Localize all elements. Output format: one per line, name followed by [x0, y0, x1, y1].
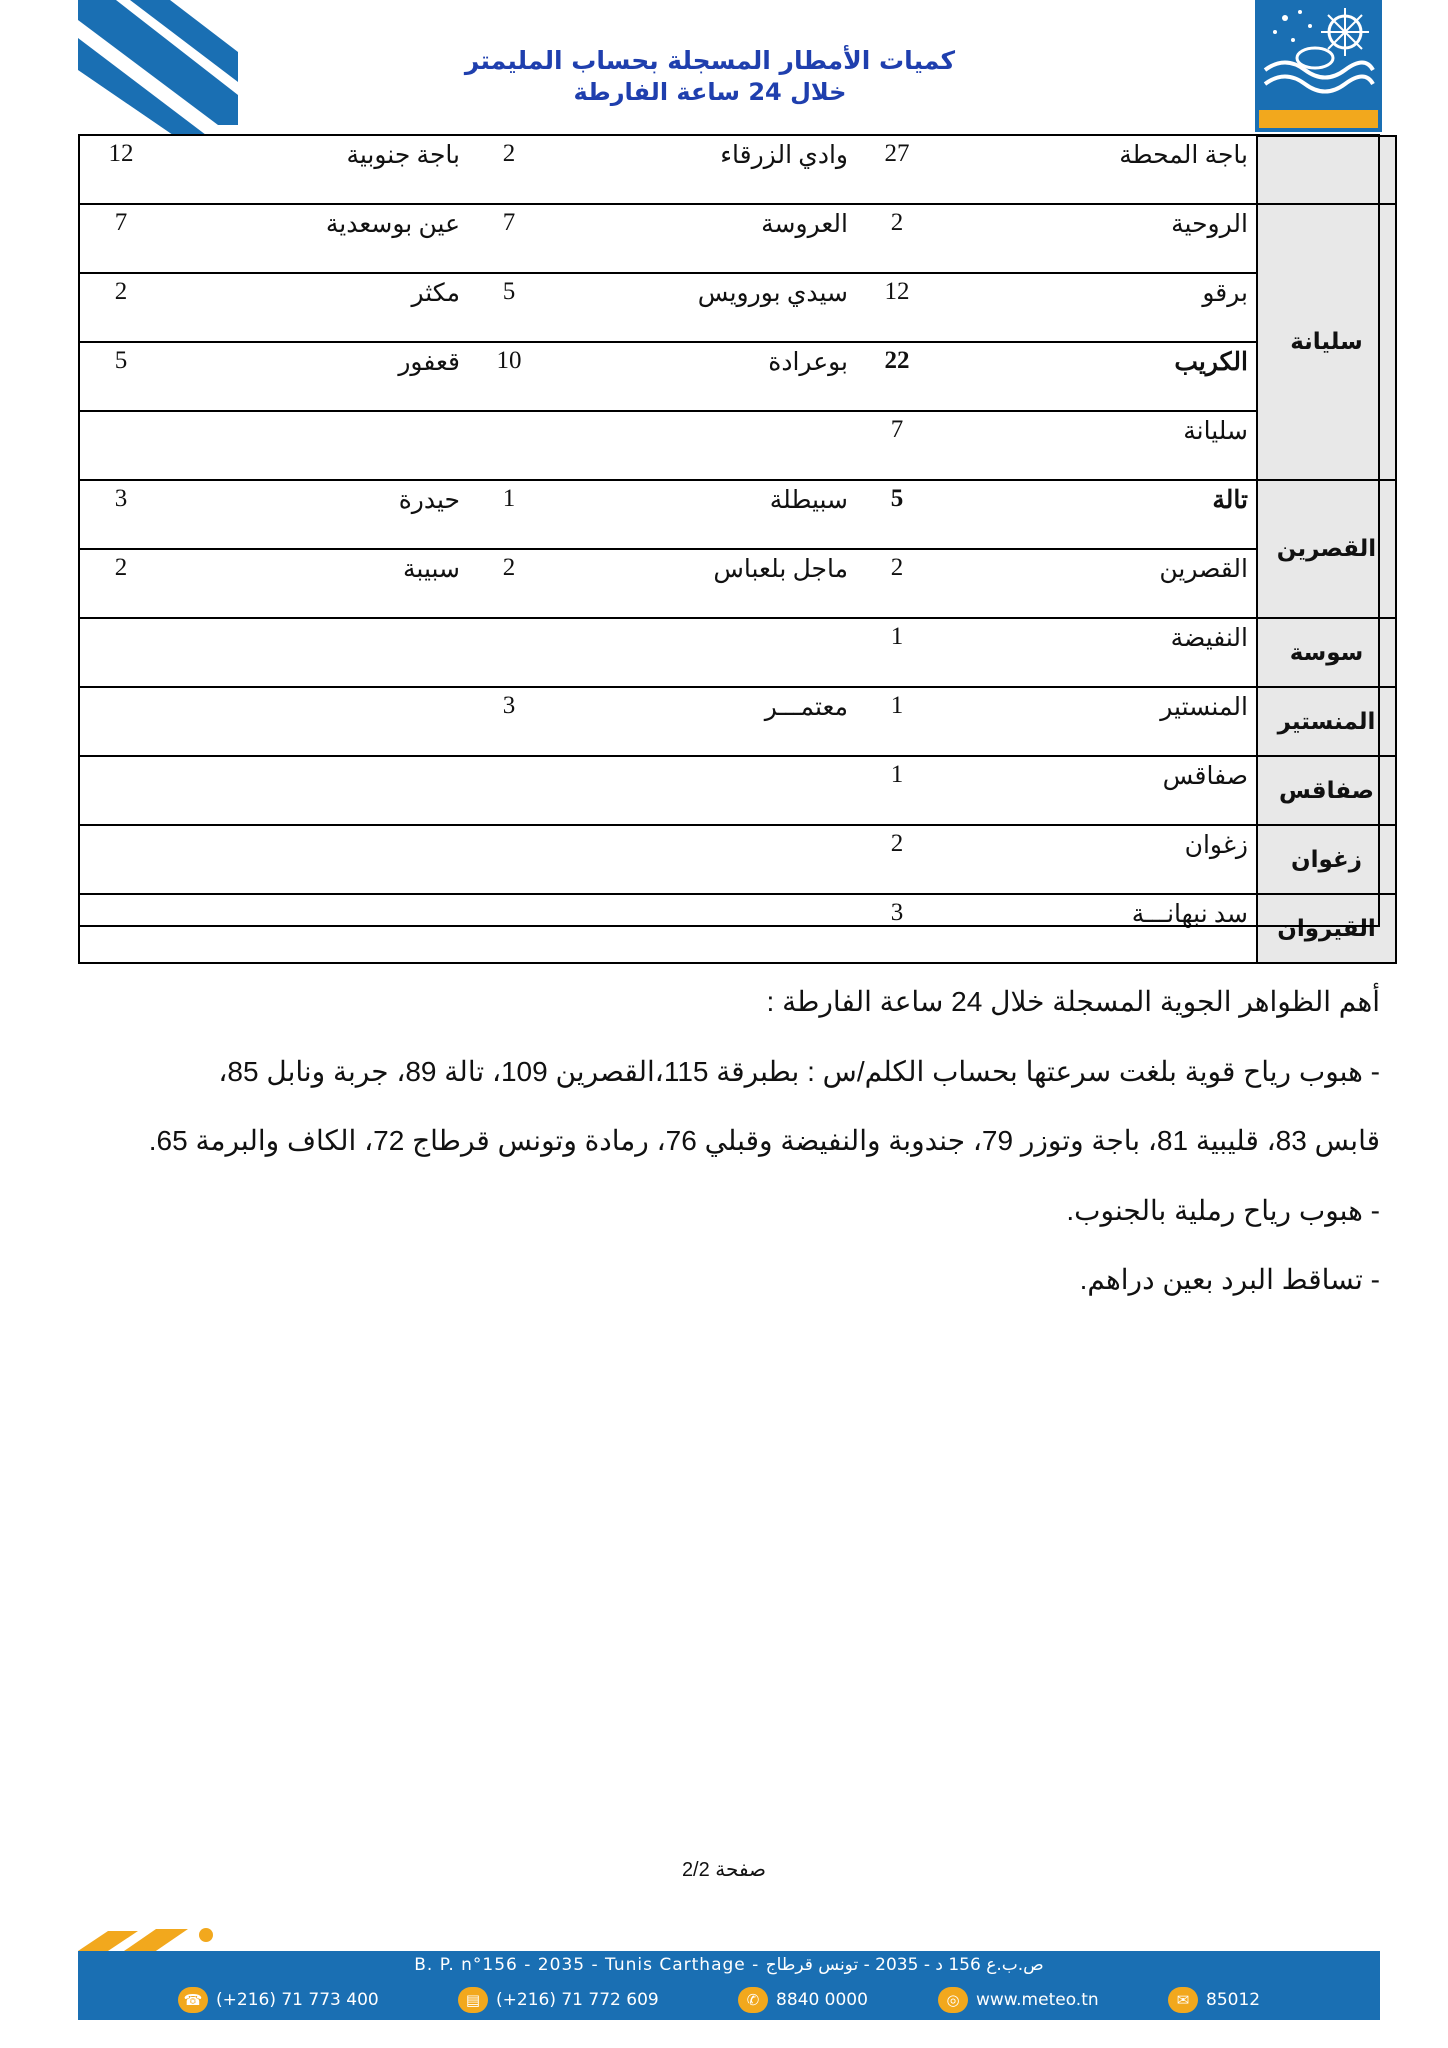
- station-name-cell: [162, 687, 468, 756]
- station-name-cell: سليانة: [938, 411, 1257, 480]
- rainfall-value-cell: 5: [79, 342, 162, 411]
- weather-section-title: أهم الظواهر الجوية المسجلة خلال 24 ساعة الفارطة :: [766, 986, 1380, 1017]
- rainfall-value-cell: 2: [856, 825, 938, 894]
- station-name-cell: وادي الزرقاء: [550, 136, 856, 204]
- page-title: كميات الأمطار المسجلة بحساب المليمتر: [464, 46, 956, 75]
- fax-icon: ▤: [458, 1987, 488, 2013]
- page-subtitle: خلال 24 ساعة الفارطة: [573, 78, 847, 106]
- station-name-cell: مكثر: [162, 273, 468, 342]
- table-row: [79, 825, 1396, 894]
- station-name-cell: سبيطلة: [550, 480, 856, 549]
- table-row: [79, 342, 1396, 411]
- footer-phone: [178, 1987, 379, 2013]
- rainfall-value-cell: 10: [468, 342, 550, 411]
- footer-address: B. P. n°156 - 2035 - Tunis Carthage - ص.ب.ع 156 د - 2035 - تونس قرطاج: [414, 1955, 1044, 1975]
- footer-website[interactable]: [938, 1987, 1099, 2013]
- rainfall-value-cell: 2: [468, 549, 550, 618]
- rainfall-value-cell: 2: [856, 549, 938, 618]
- weather-line-hail: - تساقط البرد بعين دراهم.: [1079, 1264, 1380, 1295]
- table-row: [79, 273, 1396, 342]
- governorate-cell: [1257, 136, 1396, 204]
- rainfall-value-cell: [79, 618, 162, 687]
- governorate-cell: القصرين: [1257, 480, 1396, 618]
- station-name-cell: [162, 411, 468, 480]
- station-name-cell: [550, 411, 856, 480]
- station-name-cell: [162, 756, 468, 825]
- station-name-cell: [550, 618, 856, 687]
- rainfall-value-cell: 2: [79, 273, 162, 342]
- station-name-cell: باجة جنوبية: [162, 136, 468, 204]
- rainfall-value-cell: 22: [856, 342, 938, 411]
- rainfall-value-cell: 1: [856, 687, 938, 756]
- rainfall-table: [78, 135, 1397, 964]
- station-name-cell: برقو: [938, 273, 1257, 342]
- page-number: صفحة 2/2: [681, 1859, 767, 1881]
- footer-fax-text: (+216) 71 772 609: [496, 1990, 659, 2010]
- rainfall-value-cell: 27: [856, 136, 938, 204]
- rainfall-value-cell: [468, 894, 550, 963]
- rainfall-value-cell: 7: [79, 204, 162, 273]
- governorate-cell: سوسة: [1257, 618, 1396, 687]
- rainfall-value-cell: [468, 756, 550, 825]
- sms-icon: ✉: [1168, 1987, 1198, 2013]
- rainfall-value-cell: 12: [79, 136, 162, 204]
- institute-logo: [1255, 0, 1382, 132]
- rainfall-value-cell: [468, 411, 550, 480]
- station-name-cell: [550, 825, 856, 894]
- footer-sms-text: 85012: [1206, 1990, 1261, 2010]
- station-name-cell: [162, 825, 468, 894]
- rainfall-value-cell: 1: [856, 618, 938, 687]
- table-row: [79, 756, 1396, 825]
- footer-fax: [458, 1987, 659, 2013]
- station-name-cell: قعفور: [162, 342, 468, 411]
- station-name-cell: النفيضة: [938, 618, 1257, 687]
- table-row: [79, 549, 1396, 618]
- station-name-cell: حيدرة: [162, 480, 468, 549]
- footer-hotline-text: 8840 0000: [776, 1990, 868, 2010]
- rainfall-value-cell: 3: [79, 480, 162, 549]
- footer-website-link[interactable]: www.meteo.tn: [976, 1990, 1099, 2010]
- sun-wave-logo-icon: [1255, 0, 1382, 110]
- station-name-cell: سيدي بورويس: [550, 273, 856, 342]
- station-name-cell: صفاقس: [938, 756, 1257, 825]
- footer-phone-text: (+216) 71 773 400: [216, 1990, 379, 2010]
- rainfall-value-cell: 7: [468, 204, 550, 273]
- rainfall-value-cell: [79, 825, 162, 894]
- station-name-cell: [550, 894, 856, 963]
- governorate-cell: المنستير: [1257, 687, 1396, 756]
- governorate-cell: القيروان: [1257, 894, 1396, 963]
- station-name-cell: معتمـــر: [550, 687, 856, 756]
- table-row: [79, 480, 1396, 549]
- table-row: [79, 618, 1396, 687]
- rainfall-value-cell: [468, 618, 550, 687]
- logo-orange-band: [1259, 110, 1378, 128]
- governorate-cell: سليانة: [1257, 204, 1396, 480]
- weather-line-wind-continued: قابس 83، قليبية 81، باجة وتوزر 79، جندوبة والنفيضة وقبلي 76، رمادة وتونس قرطاج 72، الكاف والبرمة 65.: [148, 1125, 1380, 1156]
- rainfall-value-cell: [79, 756, 162, 825]
- rainfall-value-cell: 2: [856, 204, 938, 273]
- rainfall-value-cell: 1: [468, 480, 550, 549]
- station-name-cell: بوعرادة: [550, 342, 856, 411]
- rainfall-value-cell: [79, 411, 162, 480]
- footer-sms: [1168, 1987, 1260, 2013]
- governorate-cell: زغوان: [1257, 825, 1396, 894]
- station-name-cell: سبيبة: [162, 549, 468, 618]
- table-row: [79, 411, 1396, 480]
- station-name-cell: زغوان: [938, 825, 1257, 894]
- station-name-cell: [162, 618, 468, 687]
- table-row: [79, 136, 1396, 204]
- station-name-cell: المنستير: [938, 687, 1257, 756]
- station-name-cell: تالة: [938, 480, 1257, 549]
- table-row: [79, 687, 1396, 756]
- rainfall-value-cell: 12: [856, 273, 938, 342]
- rainfall-value-cell: 3: [856, 894, 938, 963]
- station-name-cell: [162, 894, 468, 963]
- station-name-cell: الكريب: [938, 342, 1257, 411]
- weather-line-sand-wind: - هبوب رياح رملية بالجنوب.: [1066, 1195, 1380, 1226]
- table-row: [79, 894, 1396, 963]
- footer-hotline: [738, 1987, 868, 2013]
- station-name-cell: عين بوسعدية: [162, 204, 468, 273]
- table-row: [79, 204, 1396, 273]
- station-name-cell: ماجل بلعباس: [550, 549, 856, 618]
- station-name-cell: سد نبهانـــة: [938, 894, 1257, 963]
- rainfall-value-cell: [79, 894, 162, 963]
- rainfall-value-cell: 3: [468, 687, 550, 756]
- station-name-cell: القصرين: [938, 549, 1257, 618]
- station-name-cell: باجة المحطة: [938, 136, 1257, 204]
- rainfall-value-cell: [468, 825, 550, 894]
- rainfall-value-cell: 2: [79, 549, 162, 618]
- hotline-icon: ✆: [738, 1987, 768, 2013]
- station-name-cell: [550, 756, 856, 825]
- rainfall-value-cell: 1: [856, 756, 938, 825]
- governorate-cell: صفاقس: [1257, 756, 1396, 825]
- header-stripes-logo: [78, 0, 238, 135]
- station-name-cell: الروحية: [938, 204, 1257, 273]
- weather-line-wind: - هبوب رياح قوية بلغت سرعتها بحساب الكلم/س : بطبرقة 115،القصرين 109، تالة 89، جربة ونابل 85،: [218, 1056, 1380, 1087]
- rainfall-value-cell: 2: [468, 136, 550, 204]
- rainfall-value-cell: 5: [468, 273, 550, 342]
- footer-bar: [78, 1951, 1380, 2020]
- globe-icon: ◎: [938, 1987, 968, 2013]
- phone-icon: ☎: [178, 1987, 208, 2013]
- rainfall-value-cell: [79, 687, 162, 756]
- station-name-cell: العروسة: [550, 204, 856, 273]
- rainfall-value-cell: 5: [856, 480, 938, 549]
- rainfall-value-cell: 7: [856, 411, 938, 480]
